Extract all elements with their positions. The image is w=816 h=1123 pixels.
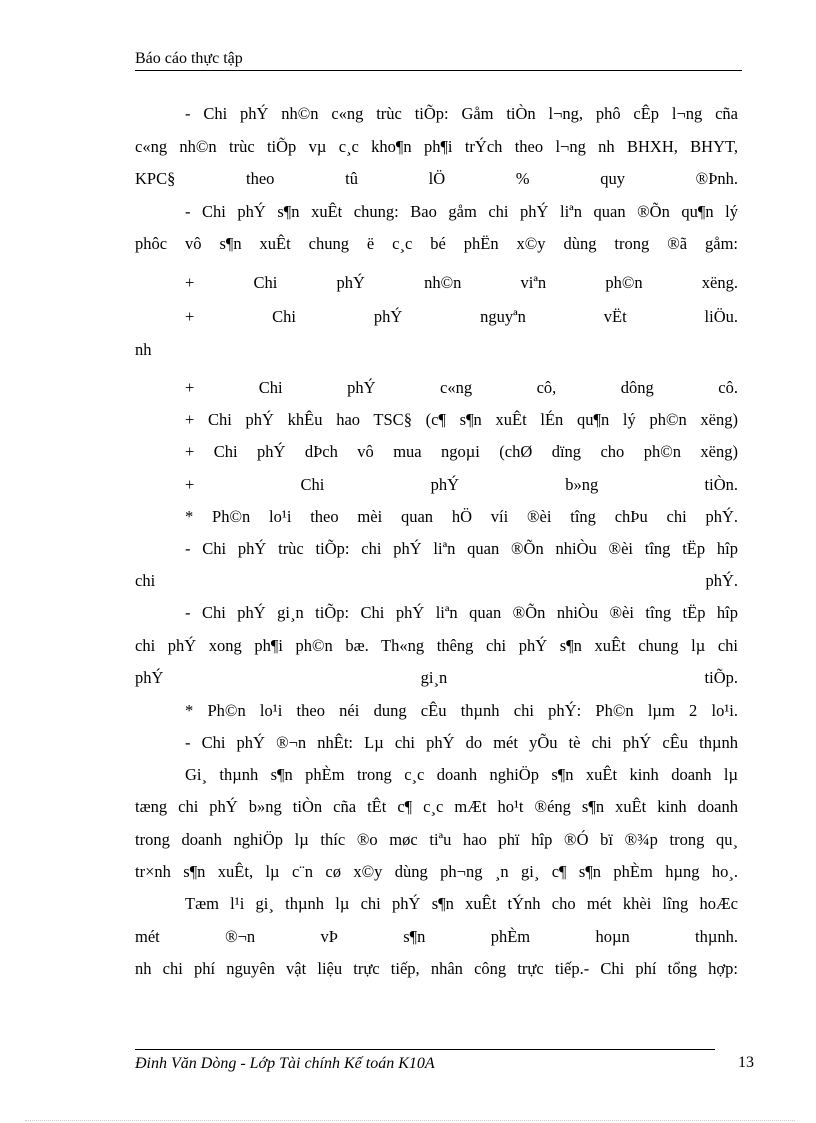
body-line: + Chi phÝ nh©n viªn ph©n xëng. [185, 273, 738, 292]
body-line: + Chi phÝ nguyªn vËt liÖu. [185, 307, 738, 326]
body-line: - Chi phÝ trùc tiÕp: chi phÝ liªn quan ®Õn nhiÒu ®èi tîng tËp hîp [185, 539, 738, 558]
header-title: Báo cáo thực tập [135, 50, 243, 67]
body-line: chi phÝ. [135, 571, 738, 590]
body-line: - Chi phÝ ®¬n nhÊt: Lµ chi phÝ do mét yÕu tè chi phÝ cÊu thµnh [185, 733, 738, 752]
body-line: mét ®¬n vÞ s¶n phÈm hoµn thµnh. [135, 927, 738, 946]
body-line: tæng chi phÝ b»ng tiÒn cña tÊt c¶ c¸c mÆt ho¹t ®éng s¶n xuÊt kinh doanh [135, 797, 738, 816]
footer-rule [135, 1049, 715, 1050]
body-line: + Chi phÝ b»ng tiÒn. [185, 475, 738, 494]
body-line: + Chi phÝ dÞch vô mua ngoµi (chØ dïng cho ph©n xëng) [185, 442, 738, 461]
body-line: - Chi phÝ nh©n c«ng trùc tiÕp: Gåm tiÒn l¬ng, phô cÊp l¬ng cña [185, 104, 738, 123]
body-line: nh chi phí nguyên vật liệu trực tiếp, nhân công trực tiếp.- Chi phí tổng hợp: [135, 959, 738, 978]
body-line: trong doanh nghiÖp lµ thíc ®o møc tiªu hao phï hîp ®Ó bï ®¾p trong qu¸ [135, 830, 738, 849]
body-line: chi phÝ xong ph¶i ph©n bæ. Th«ng thêng chi phÝ s¶n xuÊt chung lµ chi [135, 636, 738, 655]
body-line: Tæm l¹i gi¸ thµnh lµ chi phÝ s¶n xuÊt tÝnh cho mét khèi lîng hoÆc [185, 894, 738, 913]
body-line: KPC§ theo tû lÖ % quy ®Þnh. [135, 169, 738, 188]
body-line: + Chi phÝ c«ng cô, dông cô. [185, 378, 738, 397]
page-number: 13 [738, 1054, 754, 1071]
body-line: - Chi phÝ s¶n xuÊt chung: Bao gåm chi phÝ liªn quan ®Õn qu¶n lý [185, 202, 738, 221]
body-line: phÝ gi¸n tiÕp. [135, 668, 738, 687]
body-line: + Chi phÝ khÊu hao TSC§ (c¶ s¶n xuÊt lÉn qu¶n lý ph©n xëng) [185, 410, 738, 429]
body-line: * Ph©n lo¹i theo néi dung cÊu thµnh chi phÝ: Ph©n lµm 2 lo¹i. [185, 701, 738, 720]
body-line: * Ph©n lo¹i theo mèi quan hÖ víi ®èi tîng chÞu chi phÝ. [185, 507, 738, 526]
page-edge-divider [25, 1120, 795, 1121]
body-line: Gi¸ thµnh s¶n phÈm trong c¸c doanh nghiÖp s¶n xuÊt kinh doanh lµ [185, 765, 738, 784]
body-line: tr×nh s¶n xuÊt, lµ c¨n cø x©y dùng ph¬ng ¸n gi¸ c¶ s¶n phÈm hµng ho¸. [135, 862, 738, 881]
footer-author: Đinh Văn Dòng - Lớp Tài chính Kế toán K10A [135, 1055, 435, 1072]
body-line: c«ng nh©n trùc tiÕp vµ c¸c kho¶n ph¶i trÝch theo l¬ng nh BHXH, BHYT, [135, 137, 738, 156]
body-line: nh [135, 340, 152, 359]
body-line: - Chi phÝ gi¸n tiÕp: Chi phÝ liªn quan ®Õn nhiÒu ®èi tîng tËp hîp [185, 603, 738, 622]
header-rule [135, 70, 742, 71]
body-line: phôc vô s¶n xuÊt chung ë c¸c bé phËn x©y dùng trong ®ã gåm: [135, 234, 738, 253]
